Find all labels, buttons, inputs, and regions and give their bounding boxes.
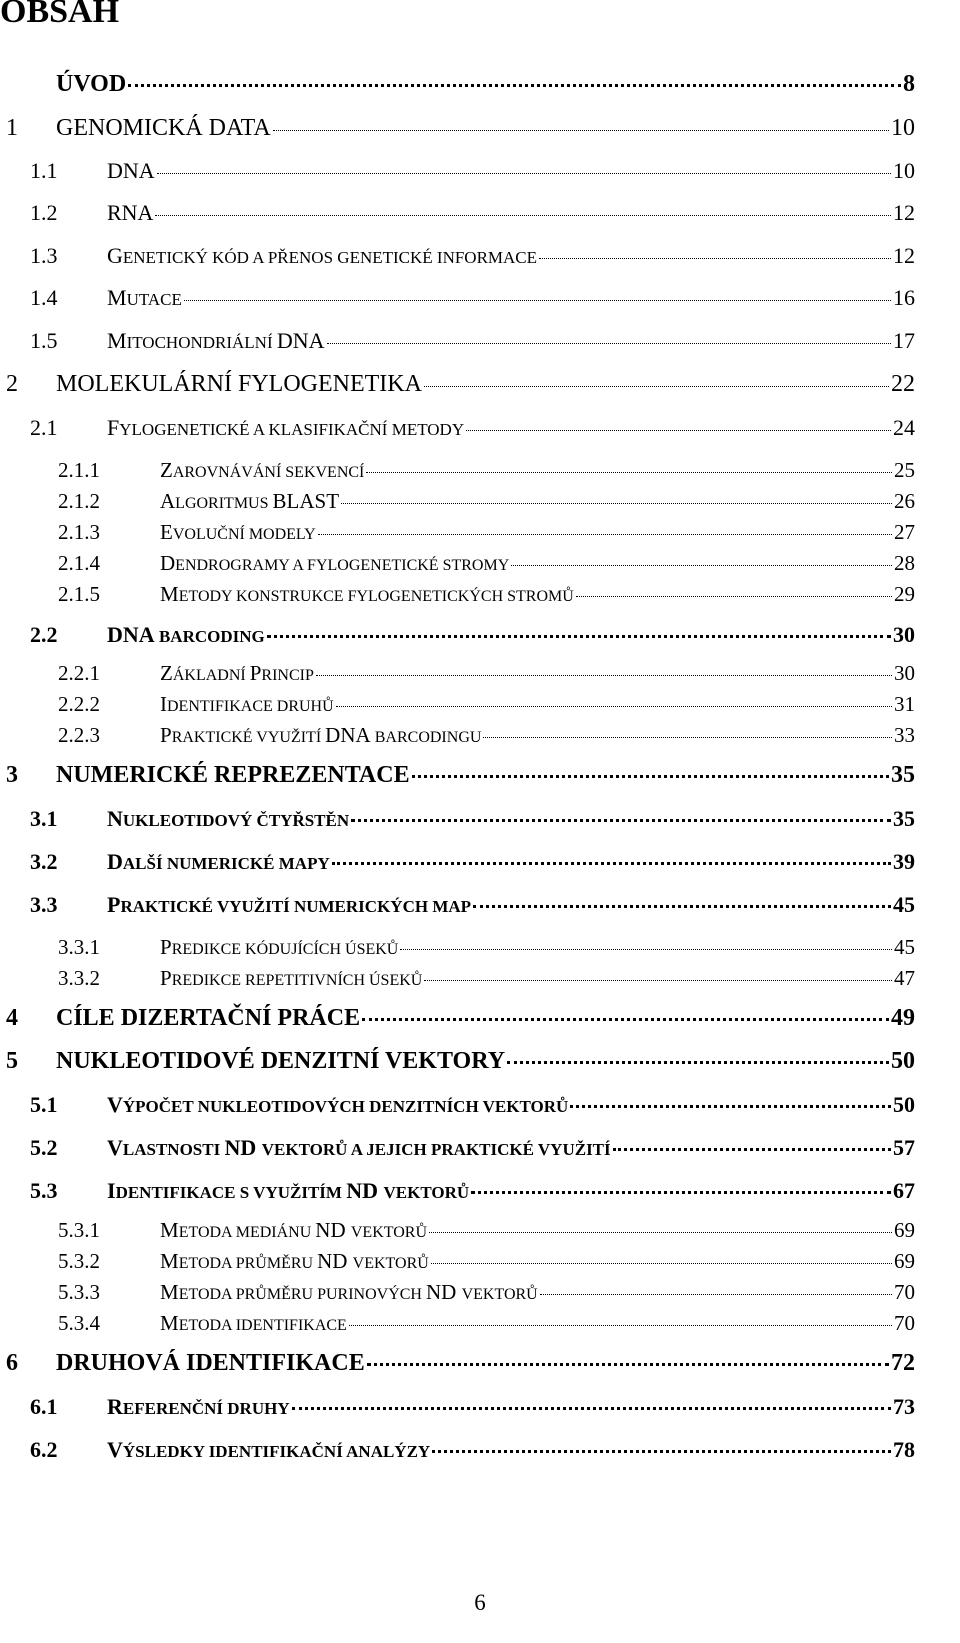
toc-entry-title: PRAKTICKÉ VYUŽITÍ DNA BARCODINGU [160,723,482,747]
toc-entry-page: 78 [893,1437,915,1462]
toc-entry-number: 1 [6,115,18,141]
toc-dot-leader [316,675,892,676]
toc-entry-page: 8 [903,71,915,97]
toc-entry[interactable] [6,1005,915,1032]
toc-entry-number: 1.5 [30,328,58,353]
toc-entry-page: 67 [893,1178,915,1203]
toc-entry-number: 1.2 [30,200,58,225]
toc-entry-title: METODA PRŮMĚRU ND VEKTORŮ [160,1249,429,1273]
toc-entry[interactable] [6,71,915,98]
toc-entry-number: 2.1.3 [58,520,100,544]
toc-entry-title: VLASTNOSTI ND VEKTORŮ A JEJICH PRAKTICKÉ VYUŽITÍ [107,1135,611,1160]
toc-entry-number: 2.1.4 [58,551,100,575]
toc-entry-title: METODA IDENTIFIKACE [160,1311,347,1335]
page-title: OBSAH [0,0,120,30]
toc-dot-leader [432,1450,891,1453]
page-number: 6 [474,1590,486,1615]
toc-entry-title: VÝPOČET NUKLEOTIDOVÝCH DENZITNÍCH VEKTORŮ [107,1092,569,1117]
toc-entry[interactable] [58,692,915,717]
toc-entry-page: 30 [894,661,915,685]
toc-entry[interactable] [30,415,915,441]
toc-entry-number: 3.1 [30,806,58,831]
toc-entry-page: 10 [893,158,915,183]
toc-entry-page: 47 [894,966,915,990]
toc-entry[interactable] [30,1092,915,1118]
toc-dot-leader [184,300,891,301]
toc-dot-leader [466,430,891,431]
toc-entry[interactable] [30,158,915,184]
toc-entry-page: 12 [893,243,915,268]
toc-entry-number: 1.1 [30,158,58,183]
toc-entry-page: 73 [893,1394,915,1419]
toc-entry[interactable] [6,1350,915,1377]
toc-entry-title: MITOCHONDRIÁLNÍ DNA [107,328,325,353]
toc-entry-title: PRAKTICKÉ VYUŽITÍ NUMERICKÝCH MAP [107,892,472,917]
toc-dot-leader [613,1148,891,1151]
toc-dot-leader [471,1191,891,1194]
toc-entry-number: 5.2 [30,1135,58,1160]
toc-entry-title: METODY KONSTRUKCE FYLOGENETICKÝCH STROMŮ [160,582,574,606]
toc-entry-number: 2 [6,371,18,397]
toc-entry-page: 29 [894,582,915,606]
toc-dot-leader [483,737,892,738]
toc-entry[interactable] [30,849,915,875]
toc-entry-page: 16 [893,285,915,310]
toc-entry-number: 3.3 [30,892,58,917]
toc-entry-title: VÝSLEDKY IDENTIFIKAČNÍ ANALÝZY [107,1437,431,1462]
toc-entry-title: IDENTIFIKACE DRUHŮ [160,692,334,716]
toc-entry-number: 5.3.4 [58,1311,100,1335]
toc-dot-leader [366,472,892,473]
toc-dot-leader [318,534,892,535]
toc-entry-number: 3 [6,762,18,788]
toc-dot-leader [511,565,892,566]
toc-dot-leader [576,596,892,597]
toc-entry-title: ALGORITMUS BLAST [160,489,340,513]
toc-entry[interactable] [30,1135,915,1161]
toc-entry-title: PREDIKCE KÓDUJÍCÍCH ÚSEKŮ [160,935,399,959]
toc-dot-leader [429,1232,892,1233]
toc-dot-leader [424,386,889,387]
toc-entry-number: 5.3.1 [58,1218,100,1242]
toc-entry-page: 35 [893,806,915,831]
toc-entry[interactable] [30,328,915,354]
toc-dot-leader [539,258,891,259]
toc-entry-number: 1.4 [30,285,58,310]
toc-entry-number: 2.2.1 [58,661,100,685]
toc-entry-page: 10 [891,115,915,141]
toc-entry-title: MUTACE [107,285,182,310]
toc-entry[interactable] [30,1178,915,1204]
toc-dot-leader [400,949,892,950]
toc-entry[interactable] [58,661,915,686]
toc-entry[interactable] [6,371,915,398]
toc-dot-leader [273,130,889,131]
toc-entry[interactable] [6,762,915,789]
toc-entry-title: REFERENČNÍ DRUHY [107,1394,290,1419]
toc-entry-number: 2.1.1 [58,458,100,482]
toc-entry-title: DRUHOVÁ IDENTIFIKACE [56,1350,365,1376]
toc-entry-title: GENETICKÝ KÓD A PŘENOS GENETICKÉ INFORMACE [107,243,538,268]
toc-entry-title: ZÁKLADNÍ PRINCIP [160,661,314,685]
toc-entry[interactable] [58,458,915,483]
toc-dot-leader [507,1061,889,1064]
toc-entry-number: 3.2 [30,849,58,874]
toc-entry-page: 70 [894,1280,915,1304]
toc-dot-leader [540,1294,892,1295]
toc-entry-page: 28 [894,551,915,575]
toc-dot-leader [327,343,891,344]
toc-dot-leader [367,1363,889,1366]
toc-entry[interactable] [58,582,915,607]
toc-entry-title: METODA MEDIÁNU ND VEKTORŮ [160,1218,428,1242]
toc-entry[interactable] [58,935,915,960]
toc-entry-title: DENDROGRAMY A FYLOGENETICKÉ STROMY [160,551,510,575]
toc-entry[interactable] [30,892,915,918]
toc-entry-title: ÚVOD [56,71,127,97]
toc-entry-title: IDENTIFIKACE S VYUŽITÍM ND VEKTORŮ [107,1178,470,1203]
toc-entry-number: 6.1 [30,1394,58,1419]
toc-entry-title: EVOLUČNÍ MODELY [160,520,316,544]
toc-entry-page: 57 [893,1135,915,1160]
toc-entry-number: 6.2 [30,1437,58,1462]
toc-dot-leader [570,1105,891,1108]
toc-dot-leader [349,1325,892,1326]
toc-entry-page: 27 [894,520,915,544]
toc-entry-number: 2.1.5 [58,582,100,606]
toc-entry[interactable] [30,622,915,648]
toc-entry-page: 35 [891,762,915,788]
toc-dot-leader [431,1263,892,1264]
toc-entry[interactable] [30,285,915,311]
toc-entry-page: 31 [894,692,915,716]
toc-entry-title: MOLEKULÁRNÍ FYLOGENETIKA [56,371,422,397]
toc-entry[interactable] [58,723,915,748]
toc-entry-number: 2.1.2 [58,489,100,513]
toc-entry-page: 50 [893,1092,915,1117]
toc-dot-leader [332,862,891,865]
toc-entry[interactable] [6,1048,915,1075]
toc-dot-leader [336,706,892,707]
toc-dot-leader [292,1407,891,1410]
toc-entry-title: DNA [107,158,155,183]
toc-entry-page: 39 [893,849,915,874]
toc-entry-page: 24 [893,415,915,440]
toc-entry-page: 22 [891,371,915,397]
toc-dot-leader [351,819,891,822]
toc-entry[interactable] [58,489,915,514]
toc-entry-number: 1.3 [30,243,58,268]
toc-entry-number: 5.3 [30,1178,58,1203]
toc-entry-page: 70 [894,1311,915,1335]
toc-entry-page: 72 [891,1350,915,1376]
toc-entry-page: 50 [891,1048,915,1074]
toc-entry[interactable] [58,966,915,991]
toc-entry-number: 4 [6,1005,18,1031]
toc-entry[interactable] [58,1249,915,1274]
toc-dot-leader [473,905,891,908]
toc-entry[interactable] [30,1394,915,1420]
toc-entry[interactable] [58,1280,915,1305]
toc-entry-page: 45 [894,935,915,959]
toc-dot-leader [157,173,891,174]
toc-entry-number: 3.3.1 [58,935,100,959]
toc-entry-title: CÍLE DIZERTAČNÍ PRÁCE [56,1005,361,1031]
toc-dot-leader [267,635,891,638]
toc-entry-number: 5.1 [30,1092,58,1117]
toc-entry[interactable] [30,1437,915,1463]
toc-entry-title: DNA BARCODING [107,622,265,647]
toc-dot-leader [341,503,892,504]
toc-entry-title: GENOMICKÁ DATA [56,115,271,141]
toc-entry[interactable] [58,1311,915,1336]
toc-dot-leader [412,775,889,778]
toc-entry-page: 26 [894,489,915,513]
toc-entry-title: METODA PRŮMĚRU PURINOVÝCH ND VEKTORŮ [160,1280,538,1304]
toc-dot-leader [424,980,892,981]
toc-entry-title: NUMERICKÉ REPREZENTACE [56,762,410,788]
toc-entry-number: 2.2.2 [58,692,100,716]
toc-entry-number: 2.2.3 [58,723,100,747]
toc-entry-page: 25 [894,458,915,482]
toc-entry-page: 30 [893,622,915,647]
toc-entry-page: 33 [894,723,915,747]
toc-entry-page: 12 [893,200,915,225]
toc-entry-number: 5 [6,1048,18,1074]
toc-entry-title: NUKLEOTIDOVÉ DENZITNÍ VEKTORY [56,1048,506,1074]
toc-dot-leader [155,215,891,216]
toc-entry-number: 5.3.2 [58,1249,100,1273]
toc-dot-leader [128,84,901,87]
toc-entry-number: 2.2 [30,622,58,647]
toc-entry-title: ZAROVNÁVÁNÍ SEKVENCÍ [160,458,365,482]
toc-entry-page: 17 [893,328,915,353]
toc-entry-title: DALŠÍ NUMERICKÉ MAPY [107,849,330,874]
toc-entry[interactable] [30,806,915,832]
toc-entry-number: 2.1 [30,415,58,440]
toc-entry-title: PREDIKCE REPETITIVNÍCH ÚSEKŮ [160,966,423,990]
toc-entry-page: 49 [891,1005,915,1031]
toc-entry-page: 69 [894,1249,915,1273]
toc-entry[interactable] [58,1218,915,1243]
toc-entry-number: 3.3.2 [58,966,100,990]
toc-entry-page: 45 [893,892,915,917]
toc-entry-title: RNA [107,200,154,225]
toc-entry[interactable] [58,551,915,576]
toc-entry[interactable] [30,243,915,269]
toc-entry-number: 5.3.3 [58,1280,100,1304]
toc-entry[interactable] [6,115,915,142]
toc-entry-number: 6 [6,1350,18,1376]
toc-entry-page: 69 [894,1218,915,1242]
toc-entry[interactable] [58,520,915,545]
toc-entry[interactable] [30,200,915,226]
toc-entry-title: FYLOGENETICKÉ A KLASIFIKAČNÍ METODY [107,415,465,440]
toc-dot-leader [362,1018,889,1021]
toc-entry-title: NUKLEOTIDOVÝ ČTYŘSTĚN [107,806,350,831]
